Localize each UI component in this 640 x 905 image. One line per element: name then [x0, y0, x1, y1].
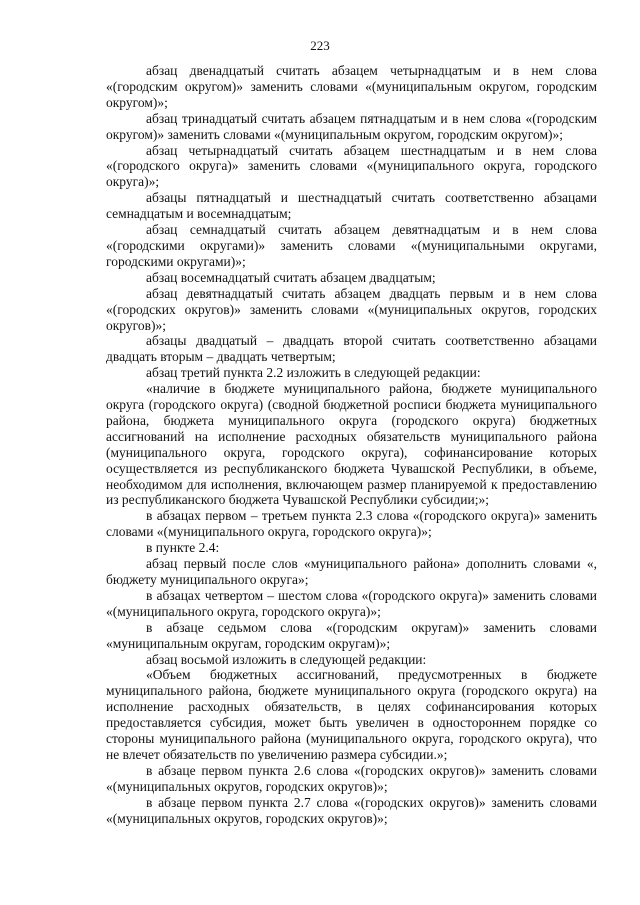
- paragraph-8: абзацы двадцатый – двадцать второй считать соответственно абзацами двадцать вторым – двадцать четвертым;: [106, 333, 597, 365]
- paragraph-14: в абзацах четвертом – шестом слова «(городского округа)» заменить словами «(муниципального округа, городского округа)»;: [106, 587, 597, 619]
- document-body: [106, 63, 597, 827]
- paragraph-13: абзац первый после слов «муниципального района» дополнить словами «, бюджету муниципального округа»;: [106, 556, 597, 587]
- paragraph-5: абзац семнадцатый считать абзацем девятнадцатым и в нем слова «(городскими округами)» заменить словами «(муниципальными округами, городскими округами)»;: [106, 222, 597, 269]
- paragraph-18: в абзаце первом пункта 2.6 слова «(городских округов)» заменить словами «(муниципальных округов, городских округов)»;: [106, 762, 597, 794]
- paragraph-10: «наличие в бюджете муниципального района, бюджете муниципального округа (городского округа) (сводной бюджетной росписи бюджета муниципального района, бюджета муниципального округа (городского округа) бюджетных ассигнований на исполнение расходных обязательств муниципального района (муниципального округа, городского округа), софинансирование которых осуществляется из республиканского бюджета Чувашской Республики, в объеме, необходимом для исполнения, включающем размер планируемой к предоставлению из республиканского бюджета Чувашской Республики субсидии;»;: [106, 381, 597, 508]
- paragraph-16: абзац восьмой изложить в следующей редакции:: [146, 651, 427, 667]
- paragraph-9: абзац третий пункта 2.2 изложить в следующей редакции:: [146, 365, 481, 381]
- paragraph-17: «Объем бюджетных ассигнований, предусмотренных в бюджете муниципального района, бюджете муниципального округа (городского округа) на исполнение расходных обязательств, в целях софинансирования которых предоставляется субсидия, может быть увеличен в одностороннем порядке со стороны муниципального района (муниципального округа, городского округа), что не влечет обязательств по увеличению размера субсидии.»;: [106, 667, 597, 762]
- paragraph-2: абзац тринадцатый считать абзацем пятнадцатым и в нем слова «(городским округом)» заменить словами «(муниципальным округом, городским округом)»;: [106, 110, 597, 142]
- paragraph-11: в абзацах первом – третьем пункта 2.3 слова «(городского округа)» заменить словами «(муниципального округа, городского округа)»;: [106, 508, 597, 540]
- paragraph-6: абзац восемнадцатый считать абзацем двадцатым;: [146, 269, 436, 285]
- paragraph-3: абзац четырнадцатый считать абзацем шестнадцатым и в нем слова «(городского округа)» заменить словами «(муниципального округа, городского округа)»;: [106, 142, 597, 190]
- paragraph-15: в абзаце седьмом слова «(городским округам)» заменить словами «муниципальным округам, городским округам)»;: [106, 619, 597, 651]
- paragraph-12: в пункте 2.4:: [146, 540, 220, 556]
- paragraph-1: абзац двенадцатый считать абзацем четырнадцатым и в нем слова «(городским округом)» заменить словами «(муниципальным округом, городским округом)»;: [106, 63, 597, 110]
- paragraph-4: абзацы пятнадцатый и шестнадцатый считать соответственно абзацами семнадцатым и восемнадцатым;: [106, 190, 597, 222]
- page-number: 223: [310, 38, 330, 53]
- paragraph-7: абзац девятнадцатый считать абзацем двадцать первым и в нем слова «(городских округов)» заменить словами «(муниципальных округов, городских округов)»;: [106, 285, 597, 333]
- paragraph-19: в абзаце первом пункта 2.7 слова «(городских округов)» заменить словами «(муниципальных округов, городских округов)»;: [106, 794, 597, 826]
